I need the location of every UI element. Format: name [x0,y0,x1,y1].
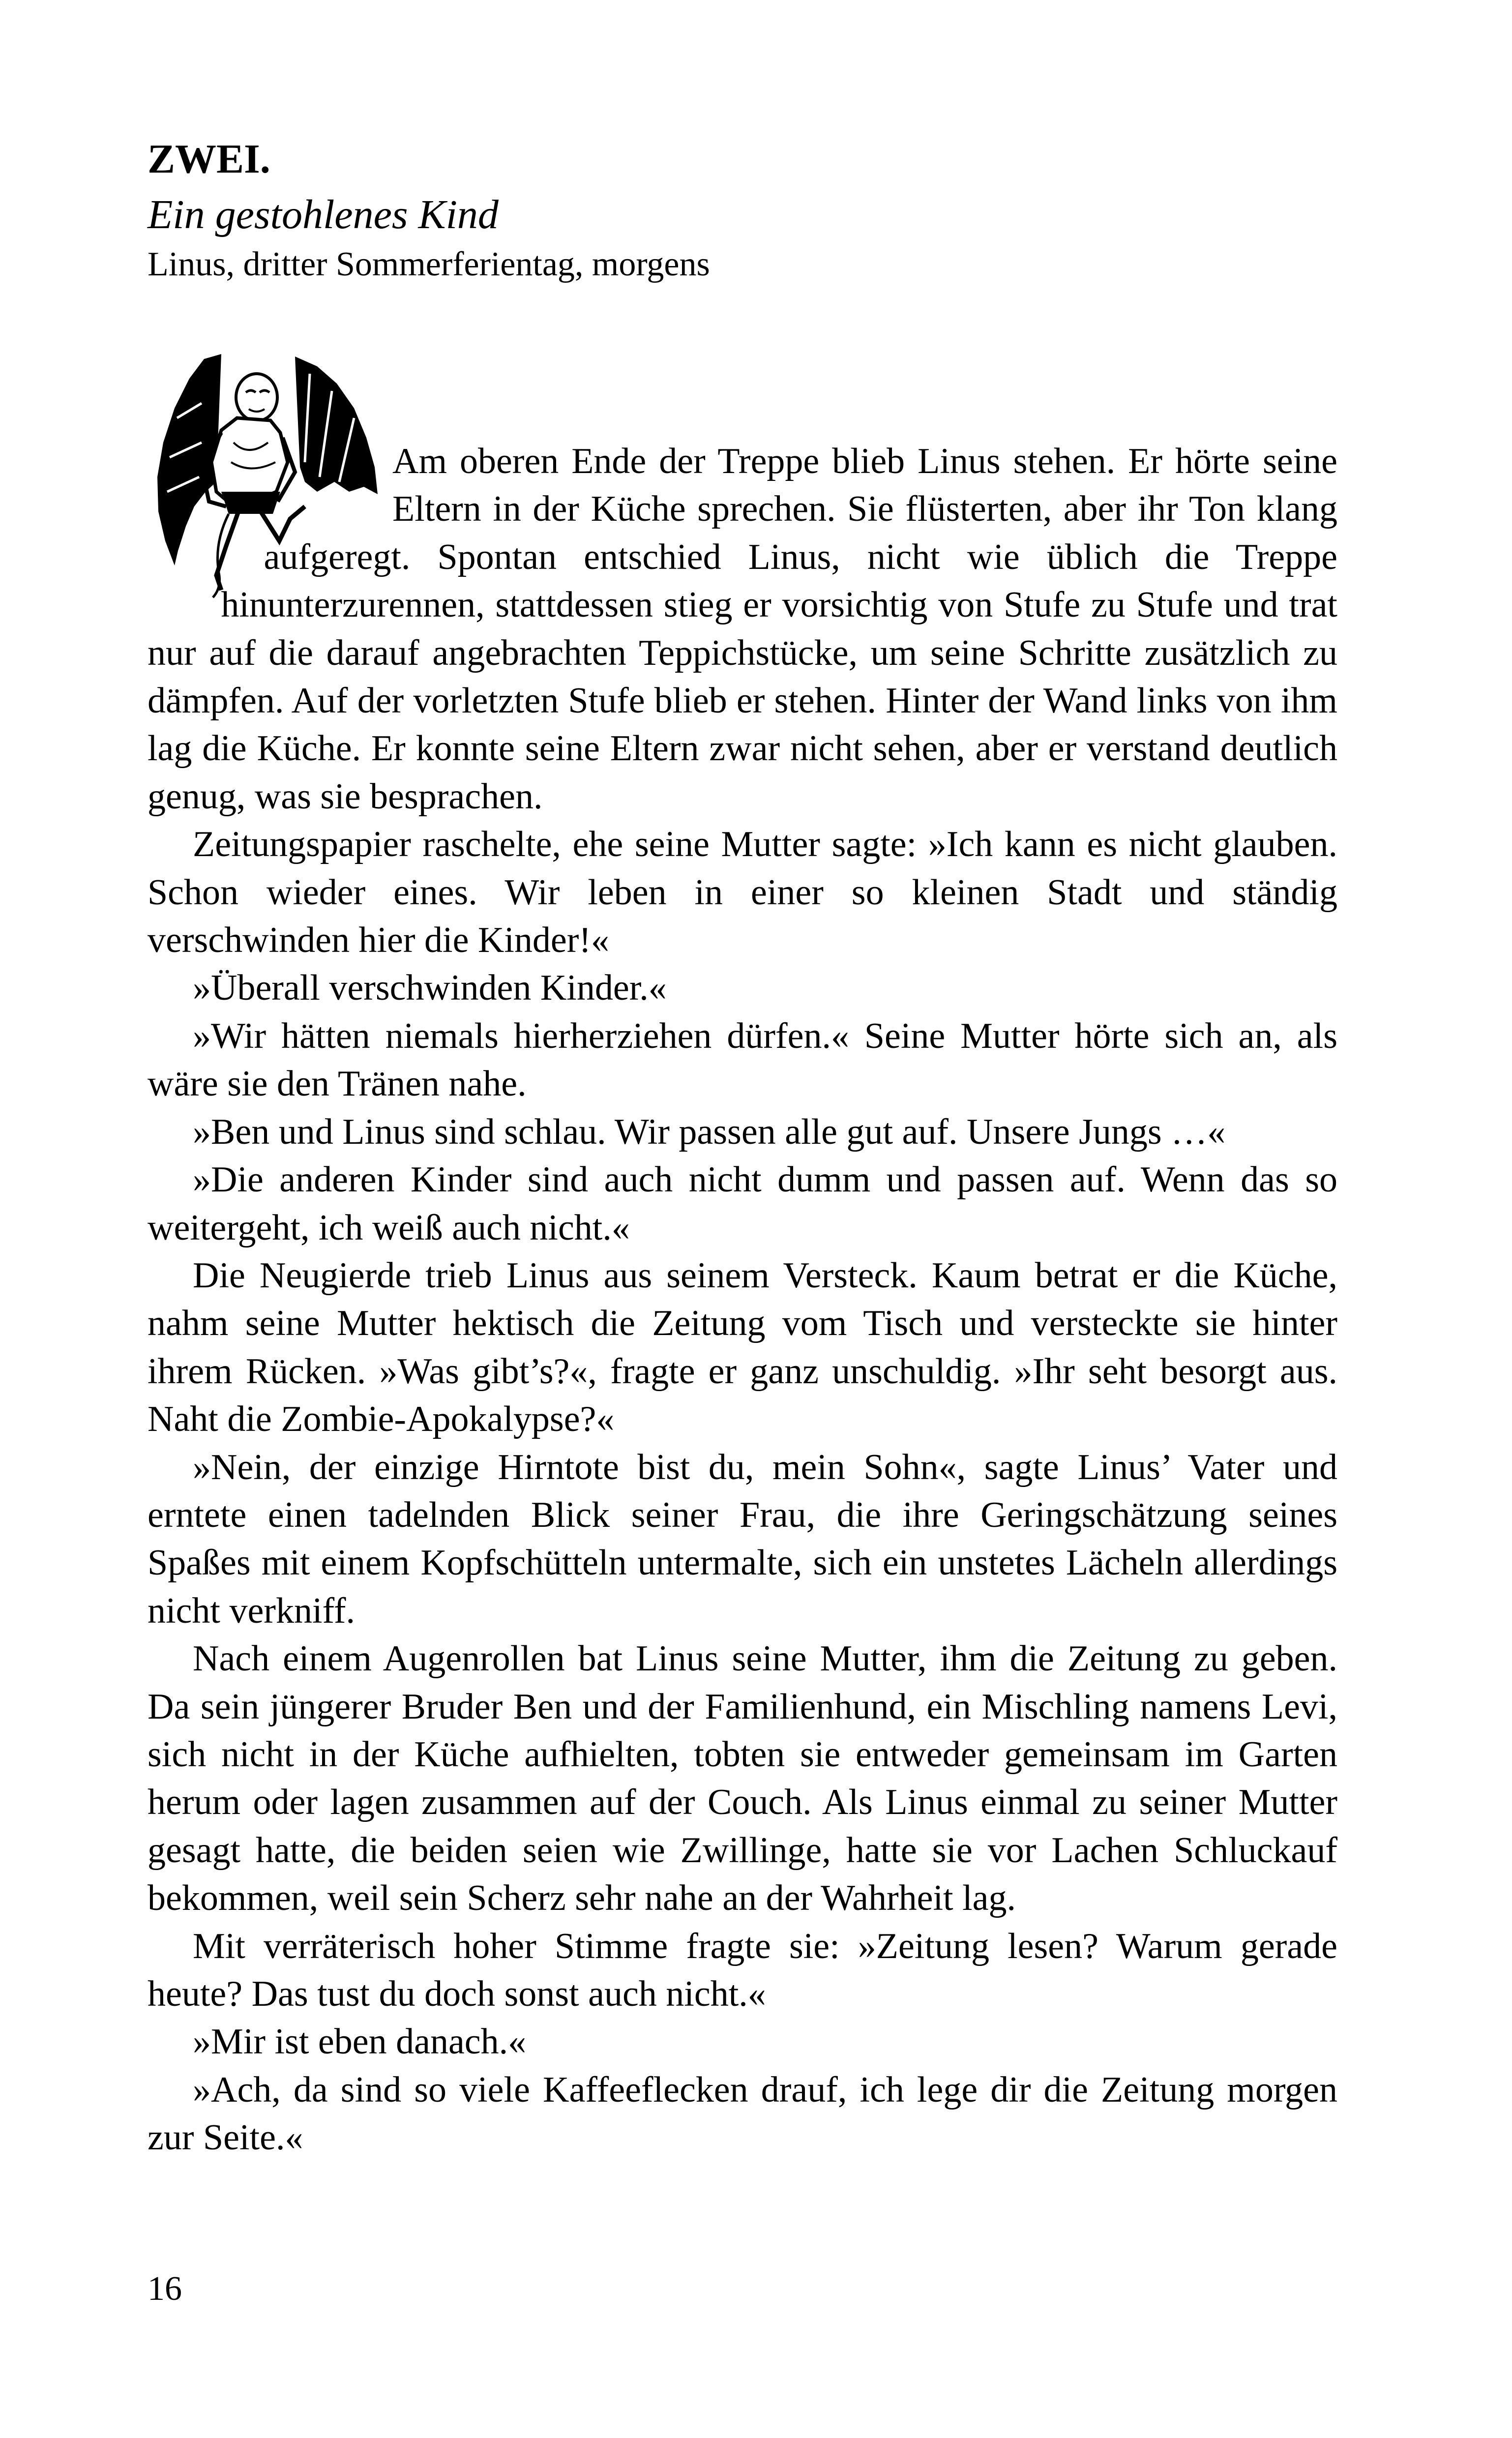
paragraph: Am oberen Ende der Treppe blieb Linus stehen. Er hörte seine Eltern in der Küche sprechen. Sie flüsterten, aber ihr Ton klang aufgeregt. Spontan entschied Linus, nicht wie üblich die Treppe hinunterzurennen, stattdessen stieg er vorsichtig von Stufe zu Stufe und trat nur auf die darauf angebrachten Teppichstücke, um seine Schritte zusätzlich zu dämpfen. Auf der vorletzten Stufe blieb er stehen. Hinter der Wand links von ihm lag die Küche. Er konnte seine Eltern zwar nicht sehen, aber er verstand deutlich genug, was sie besprachen. [148,441,1337,817]
chapter-pov-time: Linus, dritter Sommerferientag, morgens [148,245,710,283]
paragraph: Zeitungspapier raschelte, ehe seine Mutter sagte: »Ich kann es nicht glauben. Schon wieder eines. Wir leben in einer so kleinen Stadt und ständig verschwinden hier die Kinder!« [148,824,1337,961]
paragraph: »Überall verschwinden Kinder.« [193,968,667,1009]
chapter-heading: ZWEI. [148,136,270,182]
paragraph: Die Neugierde trieb Linus aus seinem Versteck. Kaum betrat er die Küche, nahm seine Mutter hektisch die Zeitung vom Tisch und versteckte sie hinter ihrem Rücken. »Was gibt’s?«, fragte er ganz unschuldig. »Ihr seht besorgt aus. Naht die Zombie-Apokalypse?« [148,1255,1337,1440]
paragraph: »Nein, der einzige Hirntote bist du, mein Sohn«, sagte Linus’ Vater und erntete einen tadelnden Blick seiner Frau, die ihre Geringschätzung seines Spaßes mit einem Kopfschütteln untermalte, sich ein unstetes Lächeln allerdings nicht verkniff. [148,1447,1337,1631]
paragraph: »Ben und Linus sind schlau. Wir passen alle gut auf. Unsere Jungs …« [193,1111,1226,1152]
paragraph: »Ach, da sind so viele Kaffeeflecken drauf, ich lege dir die Zeitung morgen zur Seite.« [148,2069,1337,2158]
chapter-title: Ein gestohlenes Kind [148,192,499,238]
paragraph: Mit verräterisch hoher Stimme fragte sie: »Zeitung lesen? Warum gerade heute? Das tust du doch sonst auch nicht.« [148,1926,1337,2014]
paragraph: »Die anderen Kinder sind auch nicht dumm und passen auf. Wenn das so weitergeht, ich weiß auch nicht.« [148,1160,1337,1248]
paragraph: »Mir ist eben danach.« [193,2022,527,2062]
paragraph: »Wir hätten niemals hierherziehen dürfen.« Seine Mutter hörte sich an, als wäre sie den Tränen nahe. [148,1015,1337,1104]
paragraph: Nach einem Augenrollen bat Linus seine Mutter, ihm die Zeitung zu geben. Da sein jüngerer Bruder Ben und der Familienhund, ein Mischling namens Levi, sich nicht in der Küche aufhielten, tobten sie entweder gemeinsam im Garten herum oder lagen zusammen auf der Couch. Als Linus einmal zu seiner Mutter gesagt hatte, die beiden seien wie Zwillinge, hatte sie vor Lachen Schluckauf bekommen, weil sein Scherz sehr nahe an der Wahrheit lag. [148,1638,1337,1919]
chapter-body [148,438,1337,2162]
page-number: 16 [148,2270,182,2308]
